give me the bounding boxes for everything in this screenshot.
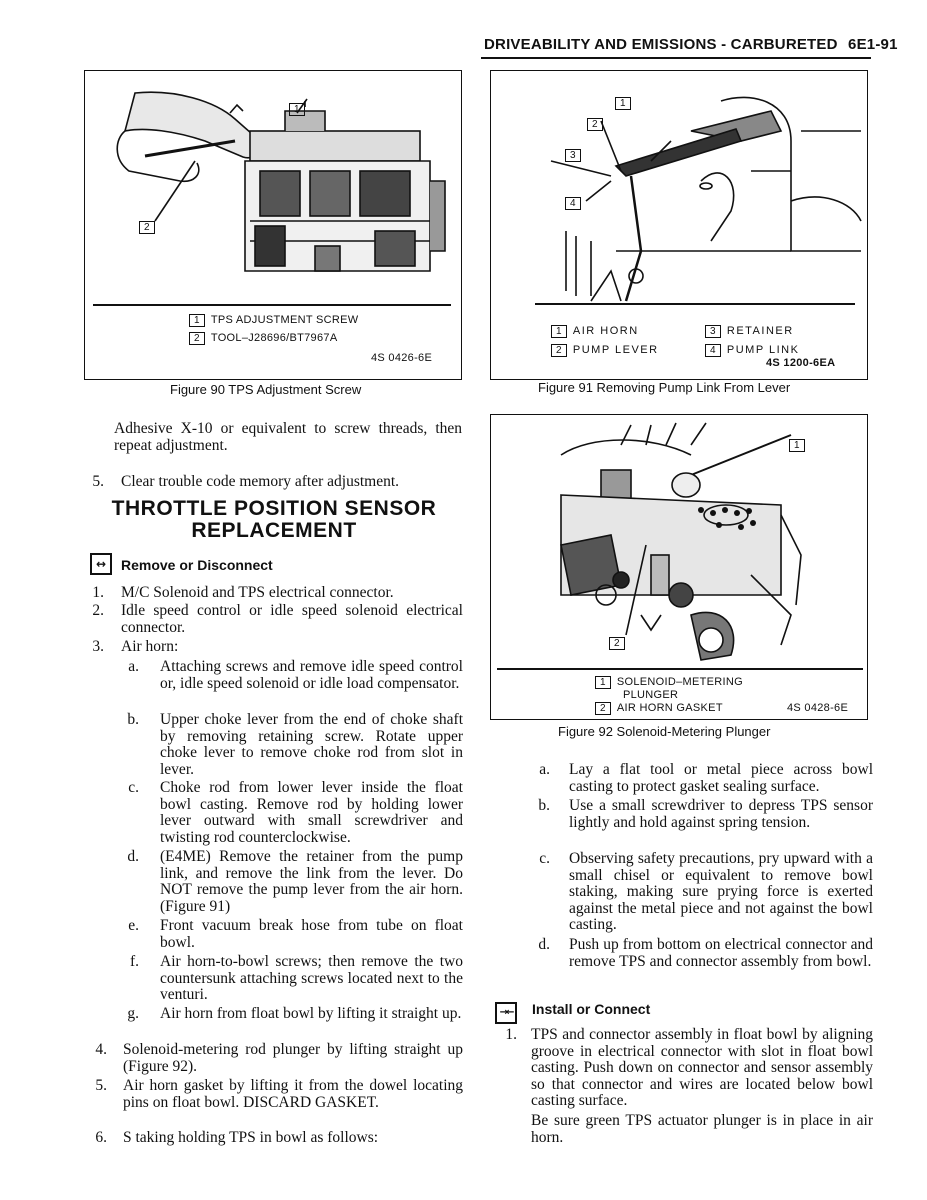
section-title-line-2: REPLACEMENT <box>191 519 357 542</box>
substep-d-num: d. <box>127 848 139 865</box>
step-1-text: M/C Solenoid and TPS electrical connector. <box>121 584 394 601</box>
fig91-legend-2-label: PUMP LEVER <box>572 344 659 356</box>
step-1-num: 1. <box>92 584 104 601</box>
step-4-num: 4. <box>95 1041 107 1058</box>
header-title: DRIVEABILITY AND EMISSIONS - CARBURETED <box>484 36 838 53</box>
fig92-legend-1 <box>595 676 743 689</box>
step-5-num: 5. <box>92 473 104 490</box>
remove-heading: Remove or Disconnect <box>121 557 273 573</box>
fig91-rule <box>535 303 855 305</box>
fig91-legend-4-num: 4 <box>705 344 721 357</box>
right-substep-a-text: Lay a flat tool or metal piece across bowl casting to protect gasket sealing surface. <box>569 761 873 795</box>
fig90-legend-1 <box>189 314 358 327</box>
fig91-legend-2 <box>551 344 659 357</box>
figure-92 <box>490 414 868 720</box>
right-substep-d-num: d. <box>538 936 550 953</box>
substep-d-text: (E4ME) Remove the retainer from the pump link, and remove the link from the lever. Do NOT remove the pump lever from the air horn. (Figure 91) <box>160 848 463 915</box>
install-connect-icon: →← <box>495 1002 517 1024</box>
fig90-callout-1: 1 <box>289 103 305 116</box>
fig92-legend-2-label: AIR HORN GASKET <box>616 702 723 714</box>
substep-f-num: f. <box>129 953 139 970</box>
fig90-legend-2-num: 2 <box>189 332 205 345</box>
fig90-legend-1-num: 1 <box>189 314 205 327</box>
fig90-legend-1-label: TPS ADJUSTMENT SCREW <box>210 314 359 326</box>
substep-c-text: Choke rod from lower lever inside the float bowl casting. Remove rod by holding lower lever outward with small screwdriver and twisting rod counterclockwise. <box>160 779 463 846</box>
fig92-legend-2 <box>595 702 723 715</box>
fig91-legend-1 <box>551 325 639 338</box>
fig91-legend-3-label: RETAINER <box>726 325 794 337</box>
step-3-num: 3. <box>92 638 104 655</box>
step-6-text: S taking holding TPS in bowl as follows: <box>123 1129 379 1146</box>
figure-90 <box>84 70 462 380</box>
fig91-legend-1-num: 1 <box>551 325 567 338</box>
figure-92-caption: Figure 92 Solenoid-Metering Plunger <box>558 724 771 739</box>
section-title <box>86 498 462 542</box>
figure-91-illustration <box>491 71 866 303</box>
substep-a-text: Attaching screws and remove idle speed control or, idle speed solenoid or idle load compensator. <box>160 658 463 692</box>
fig91-callout-2: 2 <box>587 118 603 131</box>
right-substep-b-text: Use a small screwdriver to depress TPS sensor lightly and hold against spring tension. <box>569 797 873 831</box>
right-substep-a-num: a. <box>539 761 550 778</box>
fig92-callout-2: 2 <box>609 637 625 650</box>
step-6-num: 6. <box>95 1129 107 1146</box>
fig92-code: 4S 0428-6E <box>787 702 849 714</box>
fig92-legend-1-num: 1 <box>595 676 611 689</box>
fig92-callout-1: 1 <box>789 439 805 452</box>
step-3-text: Air horn: <box>121 638 179 655</box>
substep-g-num: g. <box>127 1005 139 1022</box>
page-number: 6E1-91 <box>848 36 898 53</box>
fig92-legend-2-num: 2 <box>595 702 611 715</box>
page-header <box>484 36 898 53</box>
fig91-callout-4: 4 <box>565 197 581 210</box>
figure-92-illustration <box>491 415 866 665</box>
install-step-1-text: TPS and connector assembly in float bowl by aligning groove in electrical connector with slot in float bowl casting. Push down on connector and sensor assembly so that connector and wires are located below bowl casting surface. <box>531 1026 873 1109</box>
fig91-legend-4-label: PUMP LINK <box>726 344 800 356</box>
figure-90-caption: Figure 90 TPS Adjustment Screw <box>170 382 362 397</box>
right-substep-d-text: Push up from bottom on electrical connector and remove TPS and connector assembly from bowl. <box>569 936 873 970</box>
fig91-callout-3: 3 <box>565 149 581 162</box>
fig90-legend-2-label: TOOL–J28696/BT7967A <box>210 332 338 344</box>
fig92-legend-1-label: SOLENOID–METERING <box>616 676 743 688</box>
fig90-code: 4S 0426-6E <box>371 352 433 364</box>
fig91-legend-2-num: 2 <box>551 344 567 357</box>
step-5-num: 5. <box>95 1077 107 1094</box>
fig91-legend-1-label: AIR HORN <box>572 325 639 337</box>
step-5-text: Air horn gasket by lifting it from the dowel locating pins on float bowl. DISCARD GASKET. <box>123 1077 463 1111</box>
fig91-legend-4 <box>705 344 799 357</box>
fig91-callout-1: 1 <box>615 97 631 110</box>
fig90-legend-2 <box>189 332 337 345</box>
substep-e-num: e. <box>128 917 139 934</box>
substep-b-text: Upper choke lever from the end of choke shaft by removing retaining screw. Rotate upper choke lever to remove choke rod from slot in lever. <box>160 711 463 778</box>
header-rule <box>481 57 871 59</box>
intro-paragraph: Adhesive X-10 or equivalent to screw threads, then repeat adjustment. <box>114 420 462 454</box>
step-5-text: Clear trouble code memory after adjustment. <box>121 473 400 490</box>
install-heading: Install or Connect <box>532 1001 651 1017</box>
step-2-text: Idle speed control or idle speed solenoid electrical connector. <box>121 602 463 636</box>
fig90-rule <box>93 304 451 306</box>
remove-disconnect-icon: ↔ <box>90 553 112 575</box>
figure-91 <box>490 70 868 380</box>
fig91-legend-3 <box>705 325 794 338</box>
install-note: Be sure green TPS actuator plunger is in place in air horn. <box>531 1112 873 1146</box>
substep-g-text: Air horn from float bowl by lifting it straight up. <box>160 1005 462 1022</box>
fig91-code: 4S 1200-6EA <box>766 357 836 369</box>
substep-f-text: Air horn-to-bowl screws; then remove the two countersunk attaching screws located next to the venturi. <box>160 953 463 1003</box>
substep-b-num: b. <box>127 711 139 728</box>
fig91-legend-3-num: 3 <box>705 325 721 338</box>
step-4-text: Solenoid-metering rod plunger by lifting straight up (Figure 92). <box>123 1041 463 1075</box>
install-step-1-num: 1. <box>505 1026 517 1043</box>
section-title-line-1: THROTTLE POSITION SENSOR <box>111 497 437 520</box>
substep-c-num: c. <box>128 779 139 796</box>
substep-e-text: Front vacuum break hose from tube on float bowl. <box>160 917 463 951</box>
fig92-legend-1-line2: PLUNGER <box>623 689 679 701</box>
substep-a-num: a. <box>128 658 139 675</box>
step-2-num: 2. <box>92 602 104 619</box>
right-substep-b-num: b. <box>538 797 550 814</box>
fig92-rule <box>497 668 863 670</box>
fig90-callout-2: 2 <box>139 221 155 234</box>
right-substep-c-text: Observing safety precautions, pry upward with a small chisel or equivalent to remove bowl staking, making sure prying force is exerted against the metal piece and not against the bowl casting. <box>569 850 873 933</box>
figure-91-caption: Figure 91 Removing Pump Link From Lever <box>538 380 791 395</box>
right-substep-c-num: c. <box>539 850 550 867</box>
figure-90-illustration <box>85 71 460 311</box>
